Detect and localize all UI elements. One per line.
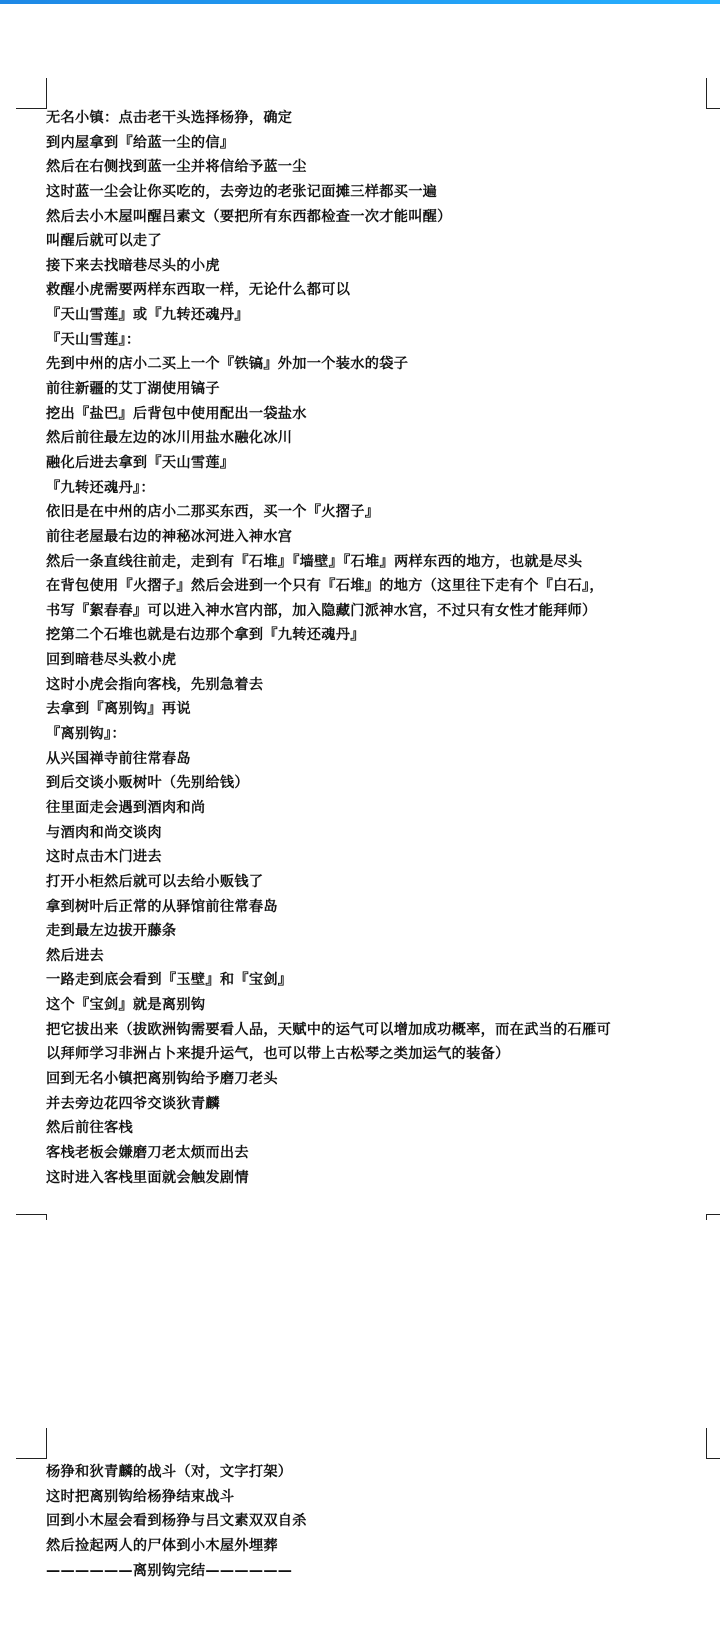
text-line: 挖第二个石堆也就是右边那个拿到『九转还魂丹』: [46, 627, 365, 644]
crop-mark-top-left: [16, 1428, 47, 1459]
text-line: 拿到树叶后正常的从驿馆前往常春岛: [46, 898, 278, 915]
text-line: 然后去小木屋叫醒吕素文（要把所有东西都检查一次才能叫醒）: [46, 208, 452, 225]
text-line: 打开小柜然后就可以去给小贩钱了: [46, 873, 264, 890]
text-line: 这时进入客栈里面就会触发剧情: [46, 1169, 249, 1186]
text-line: 与酒肉和尚交谈肉: [46, 824, 162, 841]
text-line: 去拿到『离别钩』再说: [46, 701, 191, 718]
text-line: 这时蓝一尘会让你买吃的，去旁边的老张记面摊三样都买一遍: [46, 183, 438, 200]
text-line: 并去旁边花四爷交谈狄青麟: [46, 1095, 220, 1112]
text-line: 回到小木屋会看到杨狰与吕文素双双自杀: [46, 1513, 307, 1530]
text-line: 然后捡起两人的尸体到小木屋外埋葬: [46, 1537, 278, 1554]
document-page-1: [0, 4, 720, 1220]
crop-mark-top-right: [706, 78, 720, 109]
text-line: 挖出『盐巴』后背包中使用配出一袋盐水: [46, 405, 307, 422]
text-line: 叫醒后就可以走了: [46, 233, 162, 250]
text-line: 走到最左边拔开藤条: [46, 923, 177, 940]
text-line: 从兴国禅寺前往常春岛: [46, 750, 191, 767]
text-line: 无名小镇：点击老干头选择杨狰，确定: [46, 110, 293, 126]
section-heading: 『离别钩』：: [46, 726, 126, 743]
text-line: 前往新疆的艾丁湖使用镐子: [46, 381, 220, 398]
text-line: 以拜师学习非洲占卜来提升运气，也可以带上古松琴之类加运气的装备）: [46, 1046, 510, 1063]
text-line: 回到暗巷尽头救小虎: [46, 652, 177, 669]
text-line: 然后前往最左边的冰川用盐水融化冰川: [46, 430, 293, 447]
text-line: 到内屋拿到『给蓝一尘的信』: [46, 134, 235, 151]
text-line: 融化后进去拿到『天山雪莲』: [46, 454, 235, 471]
text-line: 这个『宝剑』就是离别钩: [46, 997, 206, 1014]
end-marker: ——————离别钩完结——————: [46, 1562, 293, 1579]
text-line: 这时小虎会指向客栈，先别急着去: [46, 676, 264, 693]
text-line: 这时点击木门进去: [46, 849, 162, 866]
text-line: 一路走到底会看到『玉壁』和『宝剑』: [46, 972, 293, 989]
text-line: 这时把离别钩给杨狰结束战斗: [46, 1488, 235, 1505]
text-line: 先到中州的店小二买上一个『铁镐』外加一个装水的袋子: [46, 356, 409, 373]
text-line: 杨狰和狄青麟的战斗（对，文字打架）: [46, 1464, 293, 1480]
section-heading: 『九转还魂丹』：: [46, 479, 155, 496]
text-line: 然后前往客栈: [46, 1120, 133, 1137]
text-line: 在背包使用『火摺子』然后会进到一个只有『石堆』的地方（这里往下走有个『白石』，: [46, 578, 604, 595]
text-line: 书写『絮春春』可以进入神水宫内部，加入隐藏门派神水宫，不过只有女性才能拜师）: [46, 602, 597, 619]
text-line: 救醒小虎需要两样东西取一样，无论什么都可以: [46, 282, 351, 299]
page-1-body-text: [46, 106, 706, 1190]
text-line: 然后一条直线往前走，走到有『石堆』『墙壁』『石堆』两样东西的地方，也就是尽头: [46, 553, 583, 570]
text-line: 把它拔出来（拔欧洲钩需要看人品，天赋中的运气可以增加成功概率，而在武当的石雁可: [46, 1021, 612, 1038]
text-line: 回到无名小镇把离别钩给予磨刀老头: [46, 1070, 278, 1087]
text-line: 前往老屋最右边的神秘冰河进入神水宫: [46, 528, 293, 545]
section-heading: 『天山雪莲』：: [46, 331, 141, 348]
text-line: 接下来去找暗巷尽头的小虎: [46, 257, 220, 274]
text-line: 往里面走会遇到酒肉和尚: [46, 799, 206, 816]
crop-mark-top-right: [706, 1428, 720, 1459]
document-page-2: [0, 1420, 720, 1648]
text-line: 到后交谈小贩树叶（先别给钱）: [46, 775, 249, 792]
crop-mark-top-left: [16, 78, 47, 109]
page-2-body-text: [46, 1460, 706, 1583]
text-line: 依旧是在中州的店小二那买东西，买一个『火摺子』: [46, 504, 380, 521]
text-line: 然后进去: [46, 947, 104, 964]
text-line: 然后在右侧找到蓝一尘并将信给予蓝一尘: [46, 159, 307, 176]
text-line: 『天山雪莲』或『九转还魂丹』: [46, 307, 249, 324]
text-line: 客栈老板会嫌磨刀老太烦而出去: [46, 1144, 249, 1161]
page-gap: [0, 1220, 720, 1420]
